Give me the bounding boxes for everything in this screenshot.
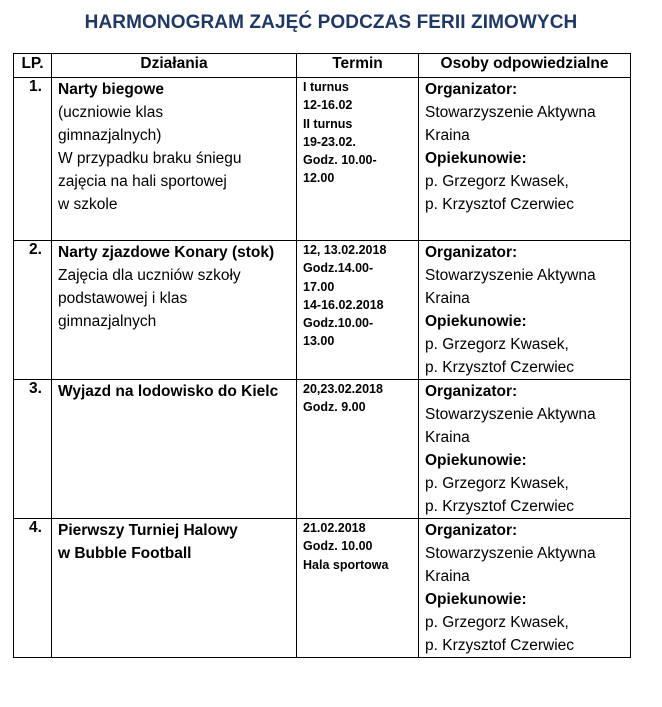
guardians-label: Opiekunowie:	[425, 313, 527, 330]
activity-cell	[52, 241, 297, 380]
table-row	[14, 519, 631, 658]
responsible-cell	[419, 241, 631, 380]
activity-description-line: zajęcia na hali sportowej	[58, 173, 227, 190]
activity-title-line: Narty zjazdowe Konary (stok)	[58, 244, 275, 261]
organizer-name-line: Kraina	[425, 127, 470, 144]
header-lp: LP.	[14, 54, 52, 78]
organizer-name-line: Stowarzyszenie Aktywna	[425, 406, 596, 423]
guardian-name-line: p. Grzegorz Kwasek,	[425, 336, 569, 353]
header-term: Termin	[297, 54, 419, 78]
organizer-label: Organizator:	[425, 383, 518, 400]
activity-cell	[52, 519, 297, 658]
table-row	[14, 241, 631, 380]
term-line: Godz. 10.00	[303, 539, 373, 554]
term-cell	[297, 380, 419, 519]
activity-title-line: Wyjazd na lodowisko do Kielc	[58, 383, 279, 400]
organizer-name-line: Kraina	[425, 429, 470, 446]
table-row	[14, 78, 631, 241]
activity-description-line: gimnazjalnych)	[58, 127, 162, 144]
activity-description-line: gimnazjalnych	[58, 313, 157, 330]
activity-cell	[52, 78, 297, 241]
row-number: 3.	[14, 380, 52, 519]
term-cell	[297, 78, 419, 241]
guardian-name-line: p. Krzysztof Czerwiec	[425, 359, 575, 376]
document-title: HARMONOGRAM ZAJĘĆ PODCZAS FERII ZIMOWYCH	[84, 12, 578, 33]
term-line: 19-23.02.	[303, 134, 356, 149]
organizer-name-line: Stowarzyszenie Aktywna	[425, 104, 596, 121]
term-line: Godz. 10.00-	[303, 153, 377, 168]
term-line: Godz.10.00-	[303, 316, 374, 331]
activity-title-line: w Bubble Football	[58, 545, 192, 562]
activity-description-line: Zajęcia dla uczniów szkoły	[58, 267, 241, 284]
table-header-row	[14, 54, 631, 78]
row-number: 2.	[14, 241, 52, 380]
guardian-name-line: p. Krzysztof Czerwiec	[425, 196, 575, 213]
organizer-name-line: Stowarzyszenie Aktywna	[425, 545, 596, 562]
term-line: 20,23.02.2018	[303, 382, 383, 396]
term-line: Godz.14.00-	[303, 261, 374, 276]
term-line: 12-16.02	[303, 98, 353, 113]
organizer-label: Organizator:	[425, 244, 518, 261]
guardians-label: Opiekunowie:	[425, 452, 527, 469]
guardian-name-line: p. Grzegorz Kwasek,	[425, 173, 569, 190]
activity-description-line: (uczniowie klas	[58, 104, 164, 121]
guardian-name-line: p. Krzysztof Czerwiec	[425, 498, 575, 515]
activity-title-line: Narty biegowe	[58, 81, 164, 98]
activity-description-line: W przypadku braku śniegu	[58, 150, 242, 167]
responsible-cell	[419, 519, 631, 658]
activity-title-line: Pierwszy Turniej Halowy	[58, 522, 238, 539]
term-line: II turnus	[303, 116, 353, 131]
term-line: 12, 13.02.2018	[303, 243, 387, 257]
term-line: Hala sportowa	[303, 557, 389, 572]
organizer-name-line: Kraina	[425, 290, 470, 307]
term-line: 13.00	[303, 334, 335, 349]
organizer-label: Organizator:	[425, 81, 518, 98]
row-number: 1.	[14, 78, 52, 241]
organizer-name-line: Kraina	[425, 568, 470, 585]
header-actions: Działania	[52, 54, 297, 78]
organizer-label: Organizator:	[425, 522, 518, 539]
term-line: 21.02.2018	[303, 521, 366, 535]
row-number: 4.	[14, 519, 52, 658]
term-cell	[297, 241, 419, 380]
guardian-name-line: p. Grzegorz Kwasek,	[425, 614, 569, 631]
guardian-name-line: p. Grzegorz Kwasek,	[425, 475, 569, 492]
responsible-cell	[419, 78, 631, 241]
guardians-label: Opiekunowie:	[425, 150, 527, 167]
organizer-name-line: Stowarzyszenie Aktywna	[425, 267, 596, 284]
term-line: 12.00	[303, 171, 335, 186]
responsible-cell	[419, 380, 631, 519]
term-line: I turnus	[303, 80, 349, 94]
guardians-label: Opiekunowie:	[425, 591, 527, 608]
activity-description-line: podstawowej i klas	[58, 290, 188, 307]
table-row	[14, 380, 631, 519]
header-people: Osoby odpowiedzialne	[419, 54, 631, 78]
term-line: Godz. 9.00	[303, 400, 366, 415]
term-line: 17.00	[303, 279, 335, 294]
activity-description-line: w szkole	[58, 196, 118, 213]
term-line: 14-16.02.2018	[303, 297, 384, 312]
term-cell	[297, 519, 419, 658]
activity-cell	[52, 380, 297, 519]
guardian-name-line: p. Krzysztof Czerwiec	[425, 637, 575, 654]
schedule-table	[13, 53, 631, 658]
